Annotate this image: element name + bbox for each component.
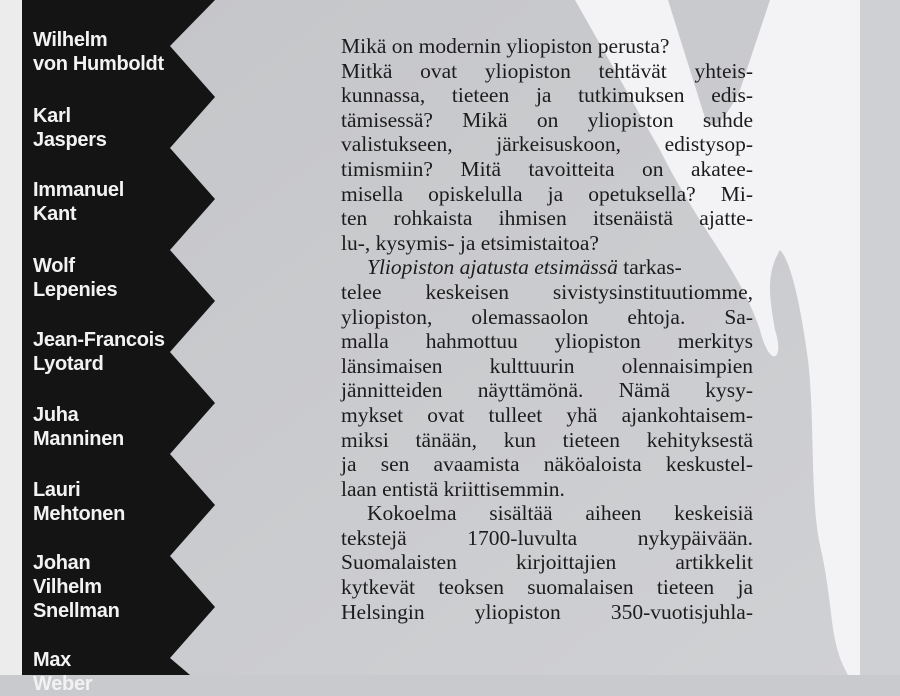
text-line: Mitkä ovat yliopiston tehtävät yhteis-: [341, 58, 753, 83]
author-name: Karl Jaspers: [33, 105, 107, 151]
text-line: valistukseen, järkeisuskoon, edistysop-: [341, 132, 753, 157]
author-name: Jean-Francois Lyotard: [33, 329, 165, 375]
text-line: ja sen avaamista näköaloista keskustel-: [341, 452, 753, 477]
text-line: telee keskeisen sivistysinstituutiomme,: [341, 279, 753, 304]
text-line: Mikä on modernin yliopiston perusta?: [341, 34, 670, 58]
author-name: Wilhelm von Humboldt: [33, 29, 164, 75]
text-line: tämisessä? Mikä on yliopiston suhde: [341, 107, 753, 132]
text-line: kunnassa, tieteen ja tutkimuksen edis-: [341, 83, 753, 108]
author-name: Lauri Mehtonen: [33, 479, 126, 525]
text-line: [341, 255, 753, 280]
text-line: mykset ovat tulleet yhä ajankohtaisem-: [341, 402, 753, 427]
text-line: misella opiskelulla ja opetuksella? Mi-: [341, 181, 753, 206]
text-line: tekstejä 1700-luvulta nykypäivään.: [341, 525, 753, 550]
text-line: ten rohkaista ihmisen itsenäistä ajatte-: [341, 206, 753, 231]
author-name: Johan Vilhelm Snellman: [33, 552, 120, 622]
text-line: laan entistä kriittisemmin.: [341, 476, 565, 501]
text-line: kytkevät teoksen suomalaisen tieteen ja: [341, 575, 753, 600]
author-name: Max Weber: [33, 649, 93, 695]
back-cover-description: [341, 34, 753, 624]
text-line: Kokoelma sisältää aiheen keskeisiä: [367, 501, 753, 526]
text-line: Suomalaisten kirjoittajien artikkelit: [341, 550, 753, 575]
text-line: jännitteiden näyttämönä. Nämä kysy-: [341, 378, 753, 403]
author-name: Wolf Lepenies: [33, 255, 118, 301]
text-line: Helsingin yliopiston 350-vuotisjuhla-: [341, 599, 753, 624]
author-name: Juha Manninen: [33, 404, 124, 450]
text-line: lu-, kysymis- ja etsimistaitoa?: [341, 230, 599, 255]
text-line: yliopiston, olemassaolon ehtoja. Sa-: [341, 304, 753, 329]
text-line: timismiin? Mitä tavoitteita on akatee-: [341, 156, 753, 181]
author-name: Immanuel Kant: [33, 179, 124, 225]
text-line: malla hahmottuu yliopiston merkitys: [341, 329, 753, 354]
text-line: miksi tänään, kun tieteen kehityksestä: [341, 427, 753, 452]
text-line: länsimaisen kulttuurin olennaisimpien: [341, 353, 753, 378]
text-fragment: tarkas-: [617, 255, 682, 280]
book-title: Yliopiston ajatusta etsimässä: [367, 255, 618, 280]
